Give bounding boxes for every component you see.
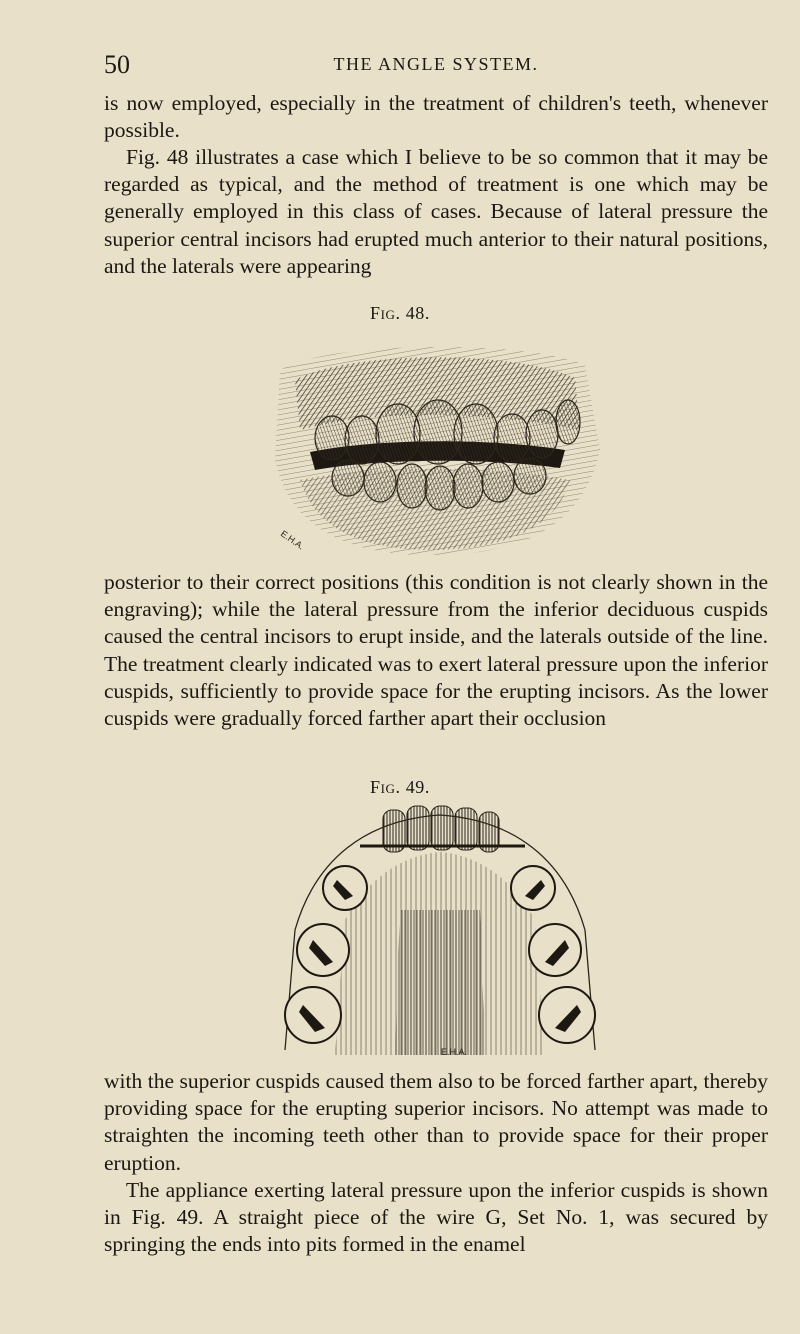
paragraph-5: The appliance exerting lateral pressure upon the inferior cuspids is shown in Fig. 49. A straight piece of the wire G, Set No. 1, was secured by springing the ends into pits formed in the enamel [104,1178,768,1257]
paragraph-2: Fig. 48 illustrates a case which I believe to be so common that it may be regarded as typical, and the method of treatment is one which may be generally employed in this class of cases. Because of lateral pressure the superior central incisors had erupted much anterior to their natural positions, and the laterals were appearing [104,145,768,278]
figure-48-engraver-mark: E.H.A. [278,528,306,552]
figure-48-teeth-engraving [240,330,620,560]
paragraph-3: posterior to their correct positions (this condition is not clearly shown in the engraving); while the lateral pressure from the inferior deciduous cuspids caused the central incisors to erupt inside, and the laterals outside of the line. The treatment clearly indicated was to exert lateral pressure upon the inferior cuspids, sufficiently to provide space for the erupting incisors. As the lower cuspids were gradually forced farther apart their occlusion [104,570,768,731]
page-number: 50 [104,50,130,79]
figure-48-caption: Fig. 48. [369,303,431,323]
page-header [104,50,768,80]
paragraph-4: with the superior cuspids caused them also to be forced farther apart, thereby providing space for the erupting superior incisors. No attempt was made to straighten the incoming teeth other than to provide space for their proper eruption. [104,1069,768,1175]
figure-49-arch-engraving [275,800,605,1065]
figure-49-caption: Fig. 49. [369,777,431,797]
running-title: THE ANGLE SYSTEM. [333,54,539,74]
paragraph-1: is now employed, especially in the treatment of children's teeth, whenever possible. [104,91,768,143]
figure-49-engraver-mark: E.H.A. [441,1047,468,1057]
